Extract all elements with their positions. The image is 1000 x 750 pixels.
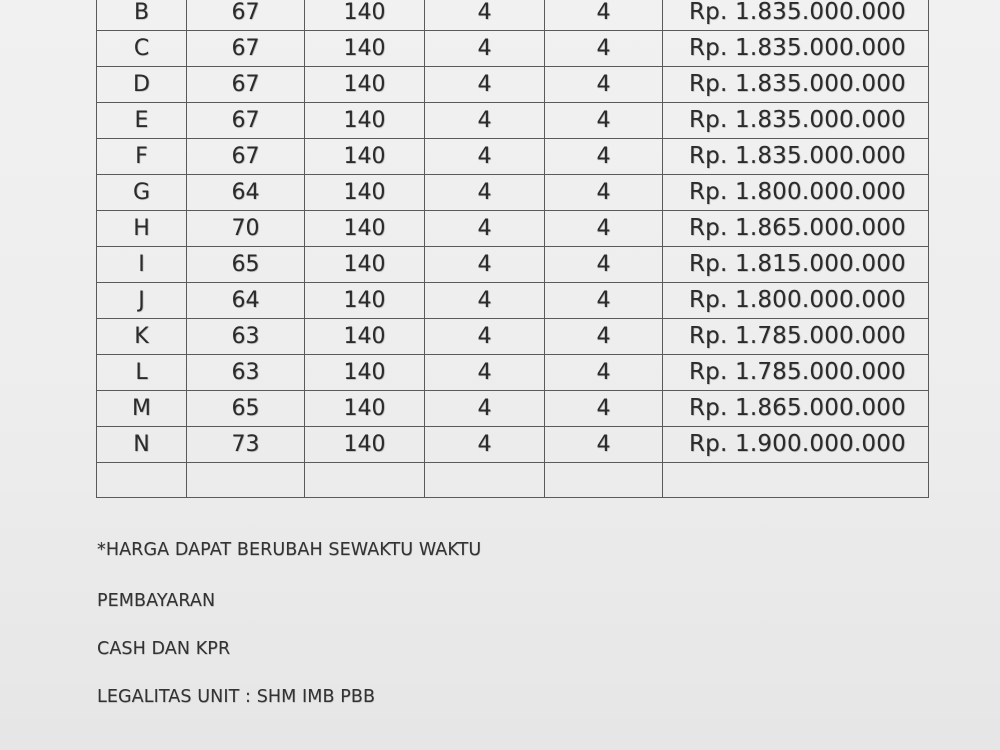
land-area-cell: 67 — [187, 31, 305, 67]
building-area-cell: 140 — [305, 211, 425, 247]
col-4-cell: 4 — [425, 427, 545, 463]
unit-cell: J — [97, 283, 187, 319]
unit-cell: I — [97, 247, 187, 283]
building-area-cell: 140 — [305, 67, 425, 103]
unit-cell: M — [97, 391, 187, 427]
col-4-cell: 4 — [425, 391, 545, 427]
col-4-cell: 4 — [425, 247, 545, 283]
building-area-cell: 140 — [305, 319, 425, 355]
land-area-cell: 67 — [187, 103, 305, 139]
col-4-cell: 4 — [425, 67, 545, 103]
table-row — [97, 103, 929, 139]
land-area-cell: 65 — [187, 391, 305, 427]
price-cell: Rp. 1.835.000.000 — [663, 0, 929, 31]
empty-cell — [97, 463, 187, 498]
unit-price-table-body — [97, 0, 929, 498]
col-5-cell: 4 — [545, 247, 663, 283]
col-5-cell: 4 — [545, 67, 663, 103]
col-5-cell: 4 — [545, 283, 663, 319]
payment-heading: PEMBAYARAN — [97, 591, 216, 611]
land-area-cell: 73 — [187, 427, 305, 463]
col-4-cell: 4 — [425, 319, 545, 355]
land-area-cell: 63 — [187, 319, 305, 355]
table-row — [97, 211, 929, 247]
land-area-cell: 67 — [187, 139, 305, 175]
land-area-cell: 64 — [187, 283, 305, 319]
building-area-cell: 140 — [305, 103, 425, 139]
price-cell: Rp. 1.835.000.000 — [663, 139, 929, 175]
col-5-cell: 4 — [545, 391, 663, 427]
building-area-cell: 140 — [305, 427, 425, 463]
table-row — [97, 175, 929, 211]
col-4-cell: 4 — [425, 31, 545, 67]
table-row — [97, 0, 929, 31]
table-row — [97, 31, 929, 67]
col-5-cell: 4 — [545, 427, 663, 463]
table-row — [97, 67, 929, 103]
building-area-cell: 140 — [305, 355, 425, 391]
price-cell: Rp. 1.900.000.000 — [663, 427, 929, 463]
empty-cell — [425, 463, 545, 498]
price-cell: Rp. 1.800.000.000 — [663, 175, 929, 211]
table-row — [97, 319, 929, 355]
price-cell: Rp. 1.835.000.000 — [663, 103, 929, 139]
empty-cell — [663, 463, 929, 498]
col-4-cell: 4 — [425, 0, 545, 31]
price-disclaimer: *HARGA DAPAT BERUBAH SEWAKTU WAKTU — [97, 540, 482, 560]
price-cell: Rp. 1.865.000.000 — [663, 211, 929, 247]
land-area-cell: 67 — [187, 67, 305, 103]
col-5-cell: 4 — [545, 139, 663, 175]
unit-cell: L — [97, 355, 187, 391]
table-row — [97, 427, 929, 463]
building-area-cell: 140 — [305, 139, 425, 175]
price-cell: Rp. 1.835.000.000 — [663, 31, 929, 67]
col-4-cell: 4 — [425, 283, 545, 319]
unit-cell: D — [97, 67, 187, 103]
unit-cell: E — [97, 103, 187, 139]
land-area-cell: 70 — [187, 211, 305, 247]
col-5-cell: 4 — [545, 175, 663, 211]
unit-legality: LEGALITAS UNIT : SHM IMB PBB — [97, 687, 376, 707]
col-5-cell: 4 — [545, 103, 663, 139]
payment-methods: CASH DAN KPR — [97, 639, 231, 659]
col-5-cell: 4 — [545, 319, 663, 355]
empty-cell — [545, 463, 663, 498]
col-5-cell: 4 — [545, 0, 663, 31]
unit-cell: C — [97, 31, 187, 67]
building-area-cell: 140 — [305, 283, 425, 319]
table-row — [97, 355, 929, 391]
price-cell: Rp. 1.785.000.000 — [663, 355, 929, 391]
unit-cell: B — [97, 0, 187, 31]
building-area-cell: 140 — [305, 31, 425, 67]
price-cell: Rp. 1.800.000.000 — [663, 283, 929, 319]
col-4-cell: 4 — [425, 211, 545, 247]
table-row — [97, 391, 929, 427]
land-area-cell: 64 — [187, 175, 305, 211]
unit-price-table — [96, 0, 929, 498]
col-5-cell: 4 — [545, 355, 663, 391]
col-4-cell: 4 — [425, 103, 545, 139]
table-row-empty — [97, 463, 929, 498]
building-area-cell: 140 — [305, 175, 425, 211]
col-5-cell: 4 — [545, 211, 663, 247]
unit-cell: F — [97, 139, 187, 175]
price-cell: Rp. 1.865.000.000 — [663, 391, 929, 427]
table-row — [97, 247, 929, 283]
unit-cell: H — [97, 211, 187, 247]
empty-cell — [187, 463, 305, 498]
col-4-cell: 4 — [425, 355, 545, 391]
building-area-cell: 140 — [305, 391, 425, 427]
unit-cell: G — [97, 175, 187, 211]
price-cell: Rp. 1.785.000.000 — [663, 319, 929, 355]
unit-cell: K — [97, 319, 187, 355]
unit-cell: N — [97, 427, 187, 463]
price-cell: Rp. 1.815.000.000 — [663, 247, 929, 283]
col-5-cell: 4 — [545, 31, 663, 67]
col-4-cell: 4 — [425, 175, 545, 211]
price-cell: Rp. 1.835.000.000 — [663, 67, 929, 103]
land-area-cell: 67 — [187, 0, 305, 31]
col-4-cell: 4 — [425, 139, 545, 175]
table-row — [97, 139, 929, 175]
land-area-cell: 63 — [187, 355, 305, 391]
building-area-cell: 140 — [305, 247, 425, 283]
empty-cell — [305, 463, 425, 498]
table-row — [97, 283, 929, 319]
land-area-cell: 65 — [187, 247, 305, 283]
building-area-cell: 140 — [305, 0, 425, 31]
